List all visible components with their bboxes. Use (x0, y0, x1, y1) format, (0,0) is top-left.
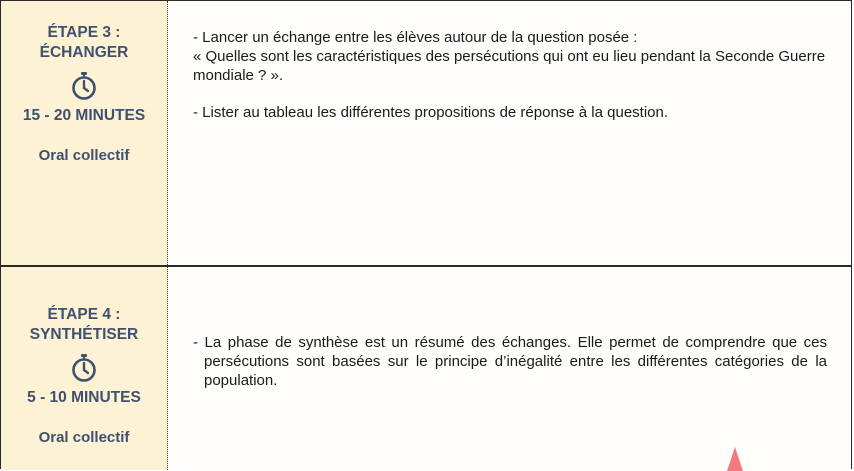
step-3-mode: Oral collectif (38, 147, 130, 164)
stopwatch-icon (70, 71, 98, 101)
corner-accent-triangle (727, 447, 743, 471)
step-4-sidebar (1, 267, 168, 470)
step-3-title-line2: ÉCHANGER (39, 44, 129, 61)
step-3-duration: 15 - 20 MINUTES (22, 107, 146, 124)
step-4-mode: Oral collectif (38, 429, 130, 446)
step-4-title-line2: SYNTHÉTISER (29, 326, 139, 343)
step-3-sidebar (1, 1, 168, 265)
step-row-3 (1, 1, 851, 267)
stopwatch-icon (70, 353, 98, 383)
step-4-title-line1: ÉTAPE 4 : (47, 306, 121, 323)
step-4-title (1, 305, 167, 345)
step-3-content (168, 1, 851, 265)
step-3-question-quote: « Quelles sont les caractéristiques des persécutions qui ont eu lieu pendant la Seconde Guerre mondiale ? ». (193, 48, 826, 84)
step-3-instruction-1: - Lancer un échange entre les élèves autour de la question posée : (193, 29, 638, 46)
step-3-title-line1: ÉTAPE 3 : (47, 24, 121, 41)
step-3-instruction-2: - Lister au tableau les différentes propositions de réponse à la question. (193, 104, 669, 121)
step-4-duration: 5 - 10 MINUTES (27, 389, 141, 406)
step-4-synthesis-paragraph: - La phase de synthèse est un résumé des échanges. Elle permet de comprendre que ces persécutions sont basées sur le principe d’inégalité entre les différentes catégories de la population. (193, 334, 827, 389)
step-3-title (1, 23, 167, 63)
step-4-content (168, 267, 851, 470)
step-row-4 (1, 267, 851, 470)
